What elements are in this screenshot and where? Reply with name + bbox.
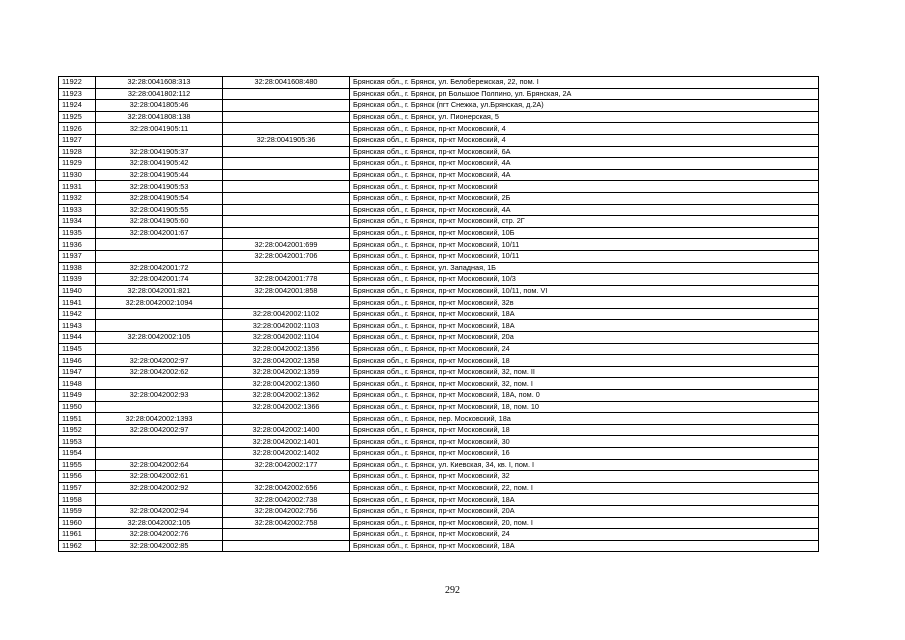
address-cell: Брянская обл., г. Брянск, рп Большое Полпино, ул. Брянская, 2А: [350, 88, 819, 100]
row-number-cell: 11950: [59, 401, 96, 413]
table-row: [59, 204, 819, 216]
address-cell: Брянская обл., г. Брянск, пр-кт Московский, 24: [350, 529, 819, 541]
land-cadastral-number-cell: 32:28:0042002:97: [96, 355, 223, 367]
row-number-cell: 11942: [59, 308, 96, 320]
land-cadastral-number-cell: [96, 401, 223, 413]
building-cadastral-number-cell: 32:28:0042002:1402: [223, 448, 350, 460]
land-cadastral-number-cell: 32:28:0041905:60: [96, 216, 223, 228]
building-cadastral-number-cell: 32:28:0042002:1360: [223, 378, 350, 390]
address-cell: Брянская обл., г. Брянск, пр-кт Московский, 10/11: [350, 239, 819, 251]
building-cadastral-number-cell: [223, 216, 350, 228]
building-cadastral-number-cell: [223, 123, 350, 135]
building-cadastral-number-cell: 32:28:0042002:1104: [223, 332, 350, 344]
row-number-cell: 11960: [59, 517, 96, 529]
building-cadastral-number-cell: [223, 540, 350, 552]
land-cadastral-number-cell: [96, 436, 223, 448]
table-row: [59, 239, 819, 251]
row-number-cell: 11953: [59, 436, 96, 448]
building-cadastral-number-cell: 32:28:0042002:1358: [223, 355, 350, 367]
building-cadastral-number-cell: 32:28:0042002:1356: [223, 343, 350, 355]
row-number-cell: 11937: [59, 250, 96, 262]
table-row: [59, 482, 819, 494]
land-cadastral-number-cell: 32:28:0041802:112: [96, 88, 223, 100]
row-number-cell: 11938: [59, 262, 96, 274]
table-row: [59, 134, 819, 146]
table-row: [59, 123, 819, 135]
building-cadastral-number-cell: 32:28:0042002:1366: [223, 401, 350, 413]
building-cadastral-number-cell: [223, 297, 350, 309]
building-cadastral-number-cell: [223, 169, 350, 181]
building-cadastral-number-cell: [223, 262, 350, 274]
row-number-cell: 11931: [59, 181, 96, 193]
address-cell: Брянская обл., г. Брянск, пр-кт Московский, 32: [350, 471, 819, 483]
table-row: [59, 181, 819, 193]
land-cadastral-number-cell: 32:28:0041905:54: [96, 192, 223, 204]
table-row: [59, 250, 819, 262]
row-number-cell: 11927: [59, 134, 96, 146]
land-cadastral-number-cell: 32:28:0042002:105: [96, 332, 223, 344]
address-cell: Брянская обл., г. Брянск, пр-кт Московский, 30: [350, 436, 819, 448]
table-row: [59, 448, 819, 460]
address-cell: Брянская обл., г. Брянск, пр-кт Московский, 16: [350, 448, 819, 460]
address-cell: Брянская обл., г. Брянск, пр-кт Московский, 4А: [350, 158, 819, 170]
address-cell: Брянская обл., г. Брянск, пр-кт Московский, 10/11, пом. VI: [350, 285, 819, 297]
row-number-cell: 11948: [59, 378, 96, 390]
table-row: [59, 262, 819, 274]
row-number-cell: 11945: [59, 343, 96, 355]
table-row: [59, 390, 819, 402]
address-cell: Брянская обл., г. Брянск, пр-кт Московский, 4: [350, 134, 819, 146]
table-row: [59, 88, 819, 100]
building-cadastral-number-cell: 32:28:0042002:1359: [223, 366, 350, 378]
row-number-cell: 11939: [59, 274, 96, 286]
address-cell: Брянская обл., г. Брянск, пр-кт Московский, 10/11: [350, 250, 819, 262]
building-cadastral-number-cell: 32:28:0042002:1400: [223, 424, 350, 436]
row-number-cell: 11944: [59, 332, 96, 344]
building-cadastral-number-cell: [223, 100, 350, 112]
row-number-cell: 11930: [59, 169, 96, 181]
table-row: [59, 494, 819, 506]
table-row: [59, 401, 819, 413]
address-cell: Брянская обл., г. Брянск, пр-кт Московский, 24: [350, 343, 819, 355]
building-cadastral-number-cell: 32:28:0042001:706: [223, 250, 350, 262]
row-number-cell: 11929: [59, 158, 96, 170]
address-cell: Брянская обл., г. Брянск, пр-кт Московский, 4А: [350, 169, 819, 181]
building-cadastral-number-cell: 32:28:0042002:756: [223, 505, 350, 517]
registry-table: [58, 76, 819, 552]
land-cadastral-number-cell: 32:28:0041905:53: [96, 181, 223, 193]
building-cadastral-number-cell: 32:28:0042002:1401: [223, 436, 350, 448]
building-cadastral-number-cell: [223, 181, 350, 193]
land-cadastral-number-cell: 32:28:0042001:72: [96, 262, 223, 274]
row-number-cell: 11961: [59, 529, 96, 541]
row-number-cell: 11958: [59, 494, 96, 506]
table-row: [59, 471, 819, 483]
row-number-cell: 11957: [59, 482, 96, 494]
building-cadastral-number-cell: [223, 111, 350, 123]
land-cadastral-number-cell: 32:28:0041808:138: [96, 111, 223, 123]
row-number-cell: 11922: [59, 77, 96, 89]
address-cell: Брянская обл., г. Брянск, пр-кт Московский, 20А: [350, 505, 819, 517]
table-row: [59, 227, 819, 239]
table-row: [59, 517, 819, 529]
land-cadastral-number-cell: [96, 250, 223, 262]
land-cadastral-number-cell: [96, 308, 223, 320]
land-cadastral-number-cell: 32:28:0041608:313: [96, 77, 223, 89]
land-cadastral-number-cell: 32:28:0041905:42: [96, 158, 223, 170]
table-row: [59, 77, 819, 89]
building-cadastral-number-cell: 32:28:0041608:480: [223, 77, 350, 89]
land-cadastral-number-cell: 32:28:0042002:97: [96, 424, 223, 436]
row-number-cell: 11946: [59, 355, 96, 367]
row-number-cell: 11928: [59, 146, 96, 158]
address-cell: Брянская обл., г. Брянск, пр-кт Московский, 2Б: [350, 192, 819, 204]
building-cadastral-number-cell: 32:28:0042002:177: [223, 459, 350, 471]
table-row: [59, 413, 819, 425]
building-cadastral-number-cell: [223, 413, 350, 425]
address-cell: Брянская обл., г. Брянск, ул. Западная, 1Б: [350, 262, 819, 274]
address-cell: Брянская обл., г. Брянск, пр-кт Московский, 20а: [350, 332, 819, 344]
address-cell: Брянская обл., г. Брянск, пр-кт Московский, 18А, пом. 0: [350, 390, 819, 402]
row-number-cell: 11924: [59, 100, 96, 112]
land-cadastral-number-cell: 32:28:0041805:46: [96, 100, 223, 112]
building-cadastral-number-cell: 32:28:0042002:738: [223, 494, 350, 506]
row-number-cell: 11949: [59, 390, 96, 402]
land-cadastral-number-cell: 32:28:0042002:105: [96, 517, 223, 529]
address-cell: Брянская обл., г. Брянск, пр-кт Московский, 18: [350, 424, 819, 436]
row-number-cell: 11955: [59, 459, 96, 471]
table-row: [59, 332, 819, 344]
row-number-cell: 11934: [59, 216, 96, 228]
building-cadastral-number-cell: [223, 471, 350, 483]
table-row: [59, 100, 819, 112]
row-number-cell: 11933: [59, 204, 96, 216]
table-row: [59, 343, 819, 355]
land-cadastral-number-cell: 32:28:0042002:85: [96, 540, 223, 552]
building-cadastral-number-cell: 32:28:0042002:758: [223, 517, 350, 529]
address-cell: Брянская обл., г. Брянск, пр-кт Московский, стр. 2Г: [350, 216, 819, 228]
land-cadastral-number-cell: 32:28:0042002:1094: [96, 297, 223, 309]
land-cadastral-number-cell: 32:28:0042001:67: [96, 227, 223, 239]
land-cadastral-number-cell: 32:28:0042002:93: [96, 390, 223, 402]
row-number-cell: 11925: [59, 111, 96, 123]
address-cell: Брянская обл., г. Брянск, пр-кт Московский, 18А: [350, 308, 819, 320]
address-cell: Брянская обл., г. Брянск, пр-кт Московский, 4А: [350, 204, 819, 216]
table-row: [59, 355, 819, 367]
building-cadastral-number-cell: 32:28:0041905:36: [223, 134, 350, 146]
row-number-cell: 11956: [59, 471, 96, 483]
table-row: [59, 192, 819, 204]
row-number-cell: 11935: [59, 227, 96, 239]
address-cell: Брянская обл., г. Брянск, пр-кт Московский, 18А: [350, 540, 819, 552]
address-cell: Брянская обл., г. Брянск, пр-кт Московский, 10/3: [350, 274, 819, 286]
table-row: [59, 424, 819, 436]
building-cadastral-number-cell: [223, 529, 350, 541]
address-cell: Брянская обл., г. Брянск (пгт Снежка, ул.Брянская, д.2А): [350, 100, 819, 112]
address-cell: Брянская обл., г. Брянск, пр-кт Московский, 22, пом. I: [350, 482, 819, 494]
building-cadastral-number-cell: [223, 192, 350, 204]
row-number-cell: 11947: [59, 366, 96, 378]
table-row: [59, 158, 819, 170]
address-cell: Брянская обл., г. Брянск, пр-кт Московский, 18, пом. 10: [350, 401, 819, 413]
row-number-cell: 11943: [59, 320, 96, 332]
row-number-cell: 11951: [59, 413, 96, 425]
land-cadastral-number-cell: [96, 239, 223, 251]
building-cadastral-number-cell: 32:28:0042001:778: [223, 274, 350, 286]
registry-table-body: [59, 77, 819, 552]
land-cadastral-number-cell: 32:28:0042002:62: [96, 366, 223, 378]
land-cadastral-number-cell: 32:28:0042002:61: [96, 471, 223, 483]
row-number-cell: 11932: [59, 192, 96, 204]
row-number-cell: 11941: [59, 297, 96, 309]
address-cell: Брянская обл., г. Брянск, пр-кт Московский, 18: [350, 355, 819, 367]
land-cadastral-number-cell: 32:28:0042002:94: [96, 505, 223, 517]
building-cadastral-number-cell: [223, 146, 350, 158]
address-cell: Брянская обл., г. Брянск, ул. Пионерская, 5: [350, 111, 819, 123]
building-cadastral-number-cell: 32:28:0042002:656: [223, 482, 350, 494]
land-cadastral-number-cell: 32:28:0041905:44: [96, 169, 223, 181]
address-cell: Брянская обл., г. Брянск, пр-кт Московский, 18А: [350, 494, 819, 506]
table-row: [59, 216, 819, 228]
table-row: [59, 505, 819, 517]
table-row: [59, 320, 819, 332]
address-cell: Брянская обл., г. Брянск, пр-кт Московский, 4: [350, 123, 819, 135]
table-row: [59, 459, 819, 471]
address-cell: Брянская обл., г. Брянск, ул. Киевская, 34, кв. I, пом. I: [350, 459, 819, 471]
table-row: [59, 529, 819, 541]
row-number-cell: 11923: [59, 88, 96, 100]
land-cadastral-number-cell: 32:28:0042001:821: [96, 285, 223, 297]
table-row: [59, 285, 819, 297]
address-cell: Брянская обл., г. Брянск, пр-кт Московский, 18А: [350, 320, 819, 332]
table-row: [59, 366, 819, 378]
address-cell: Брянская обл., г. Брянск, пр-кт Московский, 10Б: [350, 227, 819, 239]
address-cell: Брянская обл., г. Брянск, пр-кт Московский: [350, 181, 819, 193]
row-number-cell: 11962: [59, 540, 96, 552]
land-cadastral-number-cell: 32:28:0042002:1393: [96, 413, 223, 425]
table-row: [59, 436, 819, 448]
table-row: [59, 378, 819, 390]
building-cadastral-number-cell: 32:28:0042002:1362: [223, 390, 350, 402]
building-cadastral-number-cell: 32:28:0042002:1102: [223, 308, 350, 320]
row-number-cell: 11954: [59, 448, 96, 460]
land-cadastral-number-cell: [96, 343, 223, 355]
land-cadastral-number-cell: 32:28:0042002:76: [96, 529, 223, 541]
building-cadastral-number-cell: [223, 158, 350, 170]
table-row: [59, 169, 819, 181]
table-row: [59, 297, 819, 309]
building-cadastral-number-cell: [223, 227, 350, 239]
building-cadastral-number-cell: 32:28:0042001:699: [223, 239, 350, 251]
row-number-cell: 11936: [59, 239, 96, 251]
table-row: [59, 146, 819, 158]
address-cell: Брянская обл., г. Брянск, пр-кт Московский, 32, пом. I: [350, 378, 819, 390]
address-cell: Брянская обл., г. Брянск, пр-кт Московский, 32в: [350, 297, 819, 309]
address-cell: Брянская обл., г. Брянск, пр-кт Московский, 6А: [350, 146, 819, 158]
land-cadastral-number-cell: [96, 320, 223, 332]
row-number-cell: 11959: [59, 505, 96, 517]
address-cell: Брянская обл., г. Брянск, пр-кт Московский, 32, пом. II: [350, 366, 819, 378]
table-row: [59, 540, 819, 552]
land-cadastral-number-cell: 32:28:0041905:55: [96, 204, 223, 216]
building-cadastral-number-cell: 32:28:0042001:858: [223, 285, 350, 297]
land-cadastral-number-cell: 32:28:0042002:64: [96, 459, 223, 471]
table-row: [59, 274, 819, 286]
table-row: [59, 111, 819, 123]
row-number-cell: 11952: [59, 424, 96, 436]
building-cadastral-number-cell: [223, 88, 350, 100]
address-cell: Брянская обл., г. Брянск, ул. Белобережская, 22, пом. I: [350, 77, 819, 89]
land-cadastral-number-cell: [96, 494, 223, 506]
address-cell: Брянская обл., г. Брянск, пер. Московский, 18а: [350, 413, 819, 425]
land-cadastral-number-cell: [96, 448, 223, 460]
table-row: [59, 308, 819, 320]
land-cadastral-number-cell: 32:28:0042001:74: [96, 274, 223, 286]
address-cell: Брянская обл., г. Брянск, пр-кт Московский, 20, пом. I: [350, 517, 819, 529]
land-cadastral-number-cell: [96, 378, 223, 390]
land-cadastral-number-cell: [96, 134, 223, 146]
building-cadastral-number-cell: 32:28:0042002:1103: [223, 320, 350, 332]
page-number: 292: [445, 585, 460, 596]
land-cadastral-number-cell: 32:28:0041905:37: [96, 146, 223, 158]
row-number-cell: 11926: [59, 123, 96, 135]
land-cadastral-number-cell: 32:28:0041905:11: [96, 123, 223, 135]
row-number-cell: 11940: [59, 285, 96, 297]
building-cadastral-number-cell: [223, 204, 350, 216]
land-cadastral-number-cell: 32:28:0042002:92: [96, 482, 223, 494]
